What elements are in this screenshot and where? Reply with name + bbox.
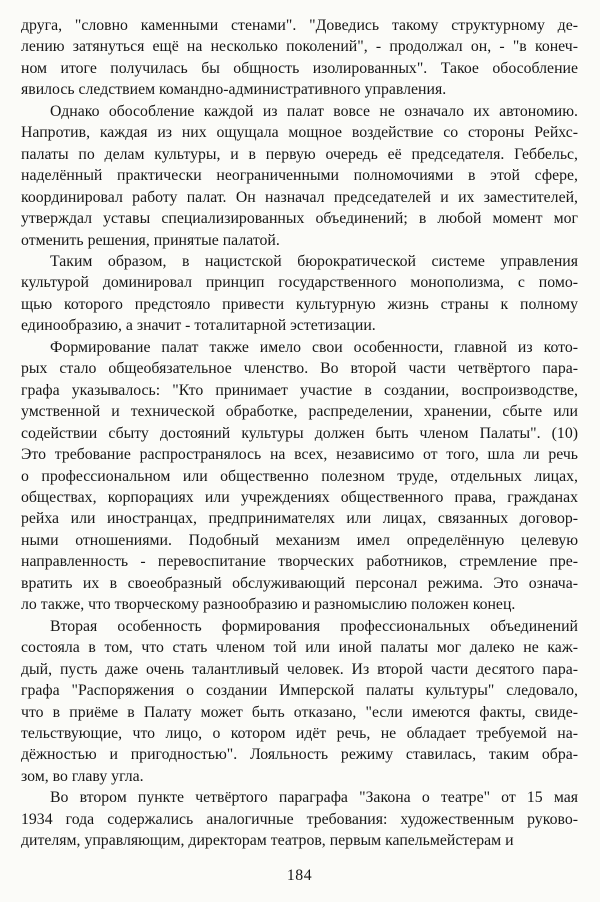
- text-line: Во втором пункте четвёртого параграфа "Закона о театре" от 15 мая: [50, 789, 578, 807]
- paragraph: [21, 15, 578, 101]
- text-line: Таким образом, в нацистской бюрократической системе управления: [50, 252, 578, 270]
- paragraph: [21, 251, 578, 337]
- paragraph: [21, 787, 578, 851]
- paragraph: [21, 101, 578, 251]
- text-line: вратить их в своеобразный обслуживающий персонал режима. Это означа-: [21, 574, 578, 592]
- text-line: дёжностью и пригодностью". Лояльность режиму ставилась, таким обра-: [21, 746, 578, 764]
- text-line: Однако обособление каждой из палат вовсе не означало их автономию.: [50, 102, 578, 120]
- text-line: рейха или иностранцах, предпринимателях или лицах, связанных договор-: [21, 510, 578, 528]
- text-line: что в приёме в Палату может быть отказано, "если имеются факты, свиде-: [21, 703, 578, 721]
- text-line: направленность - перевоспитание творческих работников, стремление пре-: [21, 553, 578, 571]
- text-line: о профессиональном или общественно полезном труде, отдельных лицах,: [21, 467, 578, 485]
- text-line: тельствующие, что лицо, о котором идёт речь, не обладает требуемой на-: [21, 724, 578, 742]
- text-line: умственной и технической обработке, распределении, хранении, сбыте или: [21, 403, 578, 421]
- text-line: утверждал уставы специализированных объединений; в любой момент мог: [21, 210, 578, 228]
- paragraph: [21, 337, 578, 616]
- text-line: наделённый практически неограниченными полномочиями в этой сфере,: [21, 167, 578, 185]
- text-line: щью которого предстояло привести культурную жизнь страны к полному: [21, 295, 578, 313]
- text-line: Напротив, каждая из них ощущала мощное воздействие со стороны Рейхс-: [21, 124, 578, 142]
- text-line: культурой доминировал принцип государственного монополизма, с помо-: [21, 274, 578, 292]
- text-line: Формирование палат также имело свои особенности, главной из кото-: [50, 338, 578, 356]
- text-line: явилось следствием командно-административного управления.: [21, 81, 447, 99]
- text-line: отменить решения, принятые палатой.: [21, 231, 280, 249]
- text-line: ном итоге получилась бы общность изолированных". Такое обособление: [21, 59, 578, 77]
- text-line: единообразию, а значит - тоталитарной эстетизации.: [21, 317, 376, 335]
- text-line: содействии сбыту достояний культуры должен быть членом Палаты". (10): [21, 424, 578, 442]
- text-line: обществах, корпорациях или учреждениях общественного права, гражданах: [21, 488, 578, 506]
- text-line: ло также, что творческому разнообразию и разномыслию положен конец.: [21, 596, 516, 614]
- text-line: друга, "словно каменными стенами". "Доведись такому структурному де-: [21, 17, 578, 34]
- page-number: 184: [286, 866, 313, 884]
- text-line: зом, во главу угла.: [21, 767, 144, 785]
- text-line: 1934 года содержались аналогичные требования: художественным руково-: [21, 810, 578, 828]
- text-line: дый, пусть даже очень талантливый человек. Из второй части десятого пара-: [21, 660, 578, 678]
- text-line: графа "Распоряжения о создании Имперской палаты культуры" следовало,: [21, 682, 578, 700]
- text-line: графа указывалось: "Кто принимает участие в создании, воспроизводстве,: [21, 381, 578, 399]
- text-line: рых стало общеобязательное членство. Во второй части четвёртого пара-: [21, 360, 578, 378]
- paragraph: [21, 616, 578, 788]
- text-line: лению затянуться ещё на несколько поколений", - продолжал он, - "в конеч-: [21, 38, 578, 56]
- text-line: состояла в том, что стать членом той или иной палаты мог далеко не каж-: [21, 639, 578, 657]
- text-line: Это требование распространялось на всех, независимо от того, шла ли речь: [21, 446, 578, 464]
- text-line: Вторая особенность формирования профессиональных объединений: [50, 617, 578, 635]
- text-line: координировал работу палат. Он назначал председателей и их заместителей,: [21, 188, 578, 206]
- text-block: [21, 15, 578, 852]
- text-line: дителям, управляющим, директорам театров, первым капельмейстерам и: [21, 832, 514, 850]
- text-line: ными отношениями. Подобный механизм имел определённую целевую: [21, 531, 578, 549]
- text-line: палаты по делам культуры, и в первую очередь её председателя. Геббельс,: [21, 145, 578, 163]
